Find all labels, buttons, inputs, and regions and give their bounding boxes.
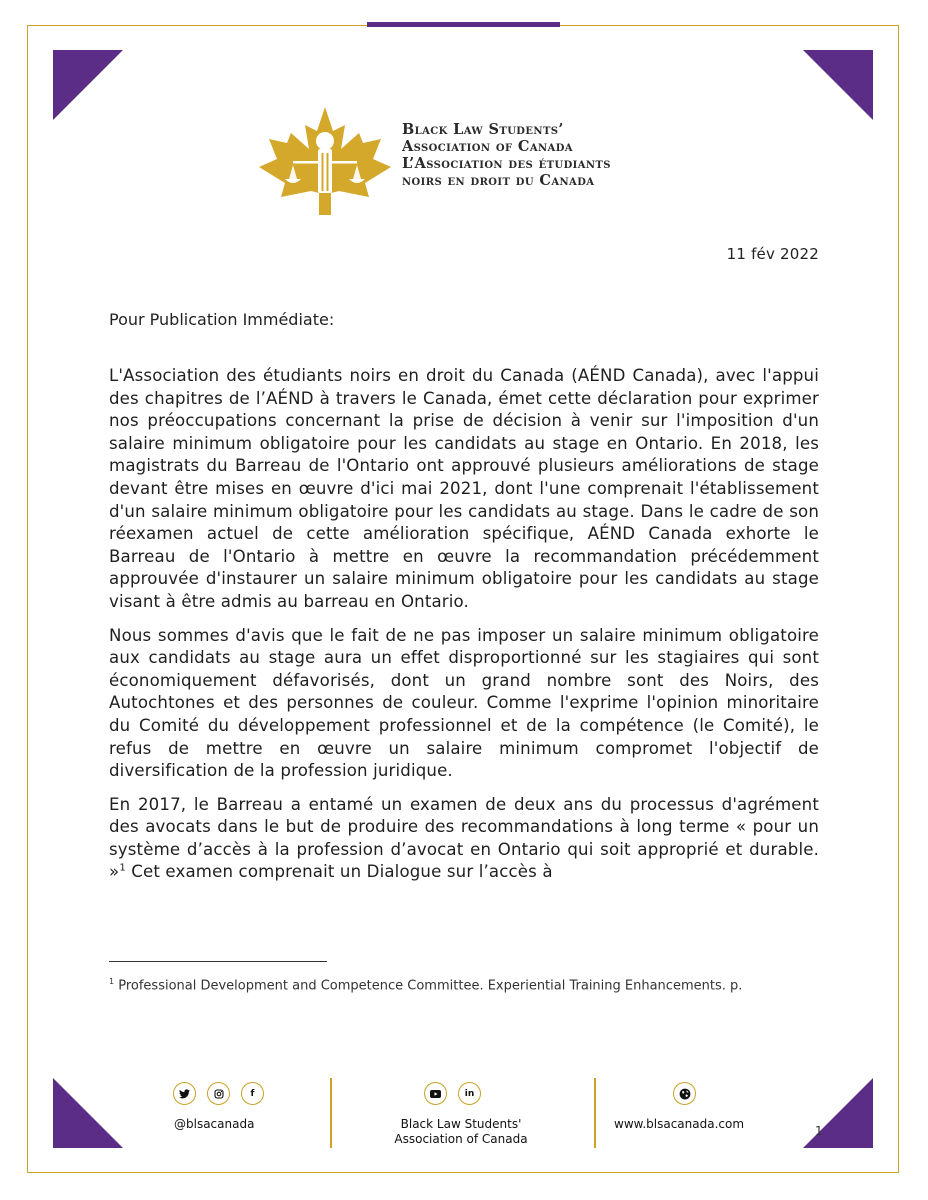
org-line: Association of Canada: [402, 138, 573, 155]
paragraph: L'Association des étudiants noirs en droit du Canada (AÉND Canada), avec l'appui des chapitres de l’AÉND à travers le Canada, émet cette déclaration pour exprimer nos préoccupations concernant la prise de décision à venir sur l'imposition d'un salaire minimum obligatoire pour les candidats au stage en Ontario. En 2018, les magistrats du Barreau de l'Ontario ont approuvé plusieurs améliorations de stage devant être mises en œuvre d'ici mai 2021, dont l'une comprenait l'établissement d'un salaire minimum obligatoire pour les candidats au stage. Dans le cadre de son réexamen actuel de cette amélioration spécifique, AÉND Canada exhorte le Barreau de l'Ontario à mettre en œuvre la recommandation précédemment approuvée d'instaurer un salaire minimum obligatoire pour les candidats au stage visant à être admis au barreau en Ontario.: [109, 366, 819, 611]
footnote-marker: 1: [109, 977, 115, 986]
org-line: L’Association des étudiants: [402, 155, 611, 172]
paragraph: Nous sommes d'avis que le fait de ne pas imposer un salaire minimum obligatoire aux candidats au stage aura un effet disproportionné sur les stagiaires qui sont économiquement défavorisés, dont un grand nombre sont des Noirs, des Autochtones et des personnes de couleur. Comme l'exprime l'opinion minoritaire du Comité du développement professionnel et de la compétence (le Comité), le refus de mettre en œuvre un salaire minimum compromet l'objectif de diversification de la profession juridique.: [109, 625, 819, 781]
footer-org-line: Black Law Students': [400, 1117, 522, 1131]
social-handle[interactable]: @blsacanada: [174, 1117, 255, 1131]
corner-triangle-bottom-left: [53, 1078, 123, 1148]
org-line: noirs en droit du Canada: [402, 172, 595, 189]
social-links-center: [424, 1082, 481, 1105]
paragraph-text: En 2017, le Barreau a entamé un examen de deux ans du processus d'agrément des avocats dans le but de produire des recommandations à long terme « pour un système d’accès à la profession d’avocat en Ontario qui soit approprié et durable. »: [109, 794, 819, 882]
paragraph: [109, 794, 819, 884]
facebook-icon[interactable]: f: [241, 1082, 264, 1105]
footer-divider: [594, 1078, 596, 1148]
corner-triangle-top-left: [53, 50, 123, 120]
footnote-divider: [109, 961, 327, 962]
globe-icon[interactable]: [673, 1082, 696, 1105]
footnote-text: Professional Development and Competence Committee. Experiential Training Enhancements. p.: [114, 978, 743, 994]
footer-divider: [330, 1078, 332, 1148]
youtube-icon[interactable]: [424, 1082, 447, 1105]
social-links-left: [173, 1082, 264, 1105]
organization-name: [402, 121, 611, 189]
maple-leaf-logo-icon: [255, 105, 395, 217]
footer-organization: [371, 1117, 551, 1147]
linkedin-icon[interactable]: in: [458, 1082, 481, 1105]
website-link[interactable]: www.blsacanada.com: [614, 1117, 745, 1131]
letter-body: [109, 365, 819, 895]
corner-triangle-bottom-right: [803, 1078, 873, 1148]
letter-date: 11 fév 2022: [726, 245, 819, 263]
top-accent-bar: [367, 22, 560, 27]
twitter-icon[interactable]: [173, 1082, 196, 1105]
paragraph-text: Cet examen comprenait un Dialogue sur l’accès à: [125, 862, 553, 882]
instagram-icon[interactable]: [207, 1082, 230, 1105]
org-line: Black Law Students’: [402, 121, 564, 138]
footnote-reference[interactable]: 1: [119, 862, 126, 874]
press-release-heading: Pour Publication Immédiate:: [109, 310, 335, 329]
page-number: 1: [815, 1124, 823, 1138]
footer-org-line: Association of Canada: [394, 1132, 528, 1146]
footnote: [109, 972, 824, 995]
website-link-group: [673, 1082, 696, 1105]
corner-triangle-top-right: [803, 50, 873, 120]
